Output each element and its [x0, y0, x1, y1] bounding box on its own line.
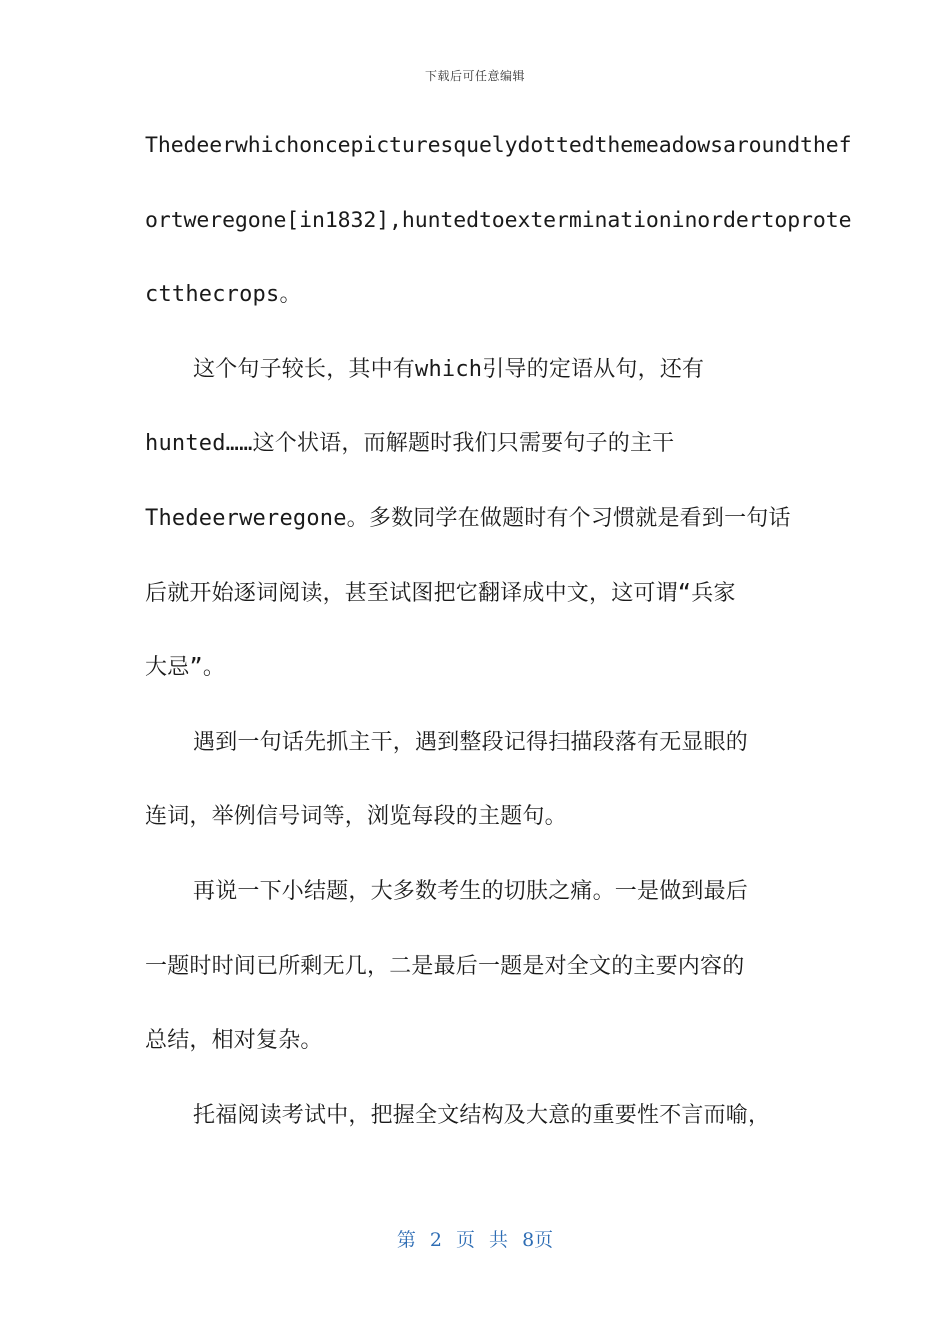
page-footer: 第 2 页 共 8页	[396, 1229, 554, 1251]
text-line: 总结，相对复杂。	[145, 1028, 323, 1054]
text-line: Thedeerwhichoncepicturesquelydottedthemeadowsaroundthef	[145, 133, 852, 158]
text-line: 连词，举例信号词等，浏览每段的主题句。	[145, 804, 567, 830]
text-line: 大忌”。	[145, 655, 226, 681]
text-line: 这个句子较长，其中有which引导的定语从句，还有	[193, 356, 705, 382]
text-line: 一题时时间已所剩无几，二是最后一题是对全文的主要内容的	[145, 953, 745, 979]
text-line: Thedeerweregone。多数同学在做题时有个习惯就是看到一句话	[145, 505, 791, 531]
page-header: 下载后可任意编辑	[424, 69, 525, 83]
document-body	[145, 120, 852, 1164]
text-line: ortweregone[in1832],huntedtoexterminationinordertoprote	[145, 207, 852, 233]
text-line: 再说一下小结题，大多数考生的切肤之痛。一是做到最后	[193, 878, 749, 904]
text-line: hunted……这个状语，而解题时我们只需要句子的主干	[145, 431, 675, 457]
text-line: ctthecrops。	[145, 282, 302, 308]
text-line: 遇到一句话先抓主干，遇到整段记得扫描段落有无显眼的	[193, 729, 749, 755]
text-line: 托福阅读考试中，把握全文结构及大意的重要性不言而喻，	[193, 1102, 771, 1128]
text-line: 后就开始逐词阅读，甚至试图把它翻译成中文，这可谓“兵家	[145, 580, 736, 606]
